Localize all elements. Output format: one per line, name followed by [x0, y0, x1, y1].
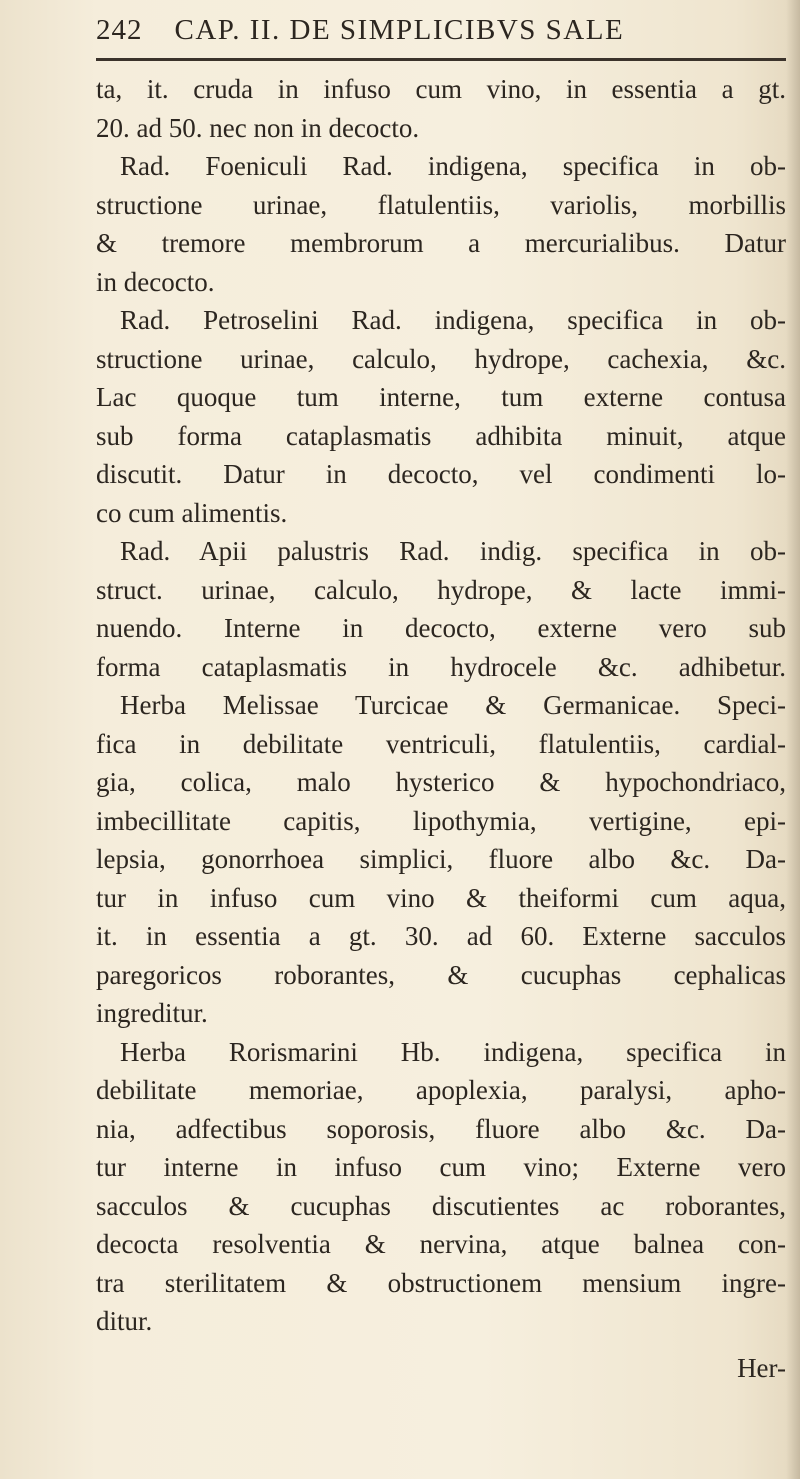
- text-line: ingreditur.: [96, 998, 208, 1028]
- text-line: forma cataplasmatis in hydrocele &c. adhibetur.: [96, 651, 786, 682]
- text-line: structione urinae, calculo, hydrope, cachexia, &c.: [96, 343, 786, 374]
- text-line: ditur.: [96, 1306, 153, 1336]
- text-line: tur in infuso cum vino & theiformi cum aqua,: [96, 882, 786, 913]
- header-rule: [96, 58, 786, 61]
- text-line: Rad. Petroselini Rad. indigena, specifica in ob-: [120, 305, 786, 335]
- running-title: CAP. II. DE SIMPLICIBVS SALE: [174, 14, 625, 46]
- text-line: lepsia, gonorrhoea simplici, fluore albo &c. Da-: [96, 844, 786, 874]
- text-line: Rad. Apii palustris Rad. indig. specifica in ob-: [120, 536, 786, 566]
- text-line: & tremore membrorum a mercurialibus. Datur: [96, 228, 786, 258]
- text-line: 20. ad 50. nec non in decocto.: [96, 112, 420, 143]
- text-line: Herba Melissae Turcicae & Germanicae. Speci-: [120, 690, 786, 720]
- text-line: nuendo. Interne in decocto, externe vero sub: [96, 613, 786, 643]
- text-line: in decocto.: [96, 266, 215, 297]
- text-line: sub forma cataplasmatis adhibita minuit, atque: [96, 420, 786, 451]
- text-line: Rad. Foeniculi Rad. indigena, specifica in ob-: [120, 151, 786, 181]
- text-line: imbecillitate capitis, lipothymia, vertigine, epi-: [96, 805, 786, 836]
- text-line: debilitate memoriae, apoplexia, paralysi, apho-: [96, 1075, 786, 1105]
- text-line: nia, adfectibus soporosis, fluore albo &c. Da-: [96, 1113, 786, 1144]
- text-line: paregoricos roborantes, & cucuphas cephalicas: [96, 959, 786, 990]
- text-line: discutit. Datur in decocto, vel condimenti lo-: [96, 459, 786, 489]
- text-line: structione urinae, flatulentiis, variolis, morbillis: [96, 189, 786, 220]
- body-text: [96, 70, 786, 1387]
- text-line: fica in debilitate ventriculi, flatulentiis, cardial-: [96, 728, 786, 759]
- page-number: 242: [96, 14, 143, 46]
- text-line: it. in essentia a gt. 30. ad 60. Externe sacculos: [96, 921, 786, 951]
- running-head: [96, 14, 786, 54]
- text-line: sacculos & cucuphas discutientes ac roborantes,: [96, 1190, 786, 1221]
- text-line: Herba Rorismarini Hb. indigena, specifica in: [120, 1036, 786, 1067]
- text-line: ta, it. cruda in infuso cum vino, in essentia a gt.: [96, 74, 786, 104]
- text-line: struct. urinae, calculo, hydrope, & lacte immi-: [96, 574, 786, 605]
- text-line: co cum alimentis.: [96, 497, 288, 528]
- text-line: decocta resolventia & nervina, atque balnea con-: [96, 1229, 786, 1259]
- catchword: Her-: [737, 1352, 786, 1383]
- text-line: gia, colica, malo hysterico & hypochondriaco,: [96, 767, 786, 797]
- text-line: tra sterilitatem & obstructionem mensium ingre-: [96, 1267, 786, 1298]
- page-edge-shadow: [786, 0, 800, 1479]
- text-line: tur interne in infuso cum vino; Externe vero: [96, 1152, 786, 1182]
- text-line: Lac quoque tum interne, tum externe contusa: [96, 382, 786, 412]
